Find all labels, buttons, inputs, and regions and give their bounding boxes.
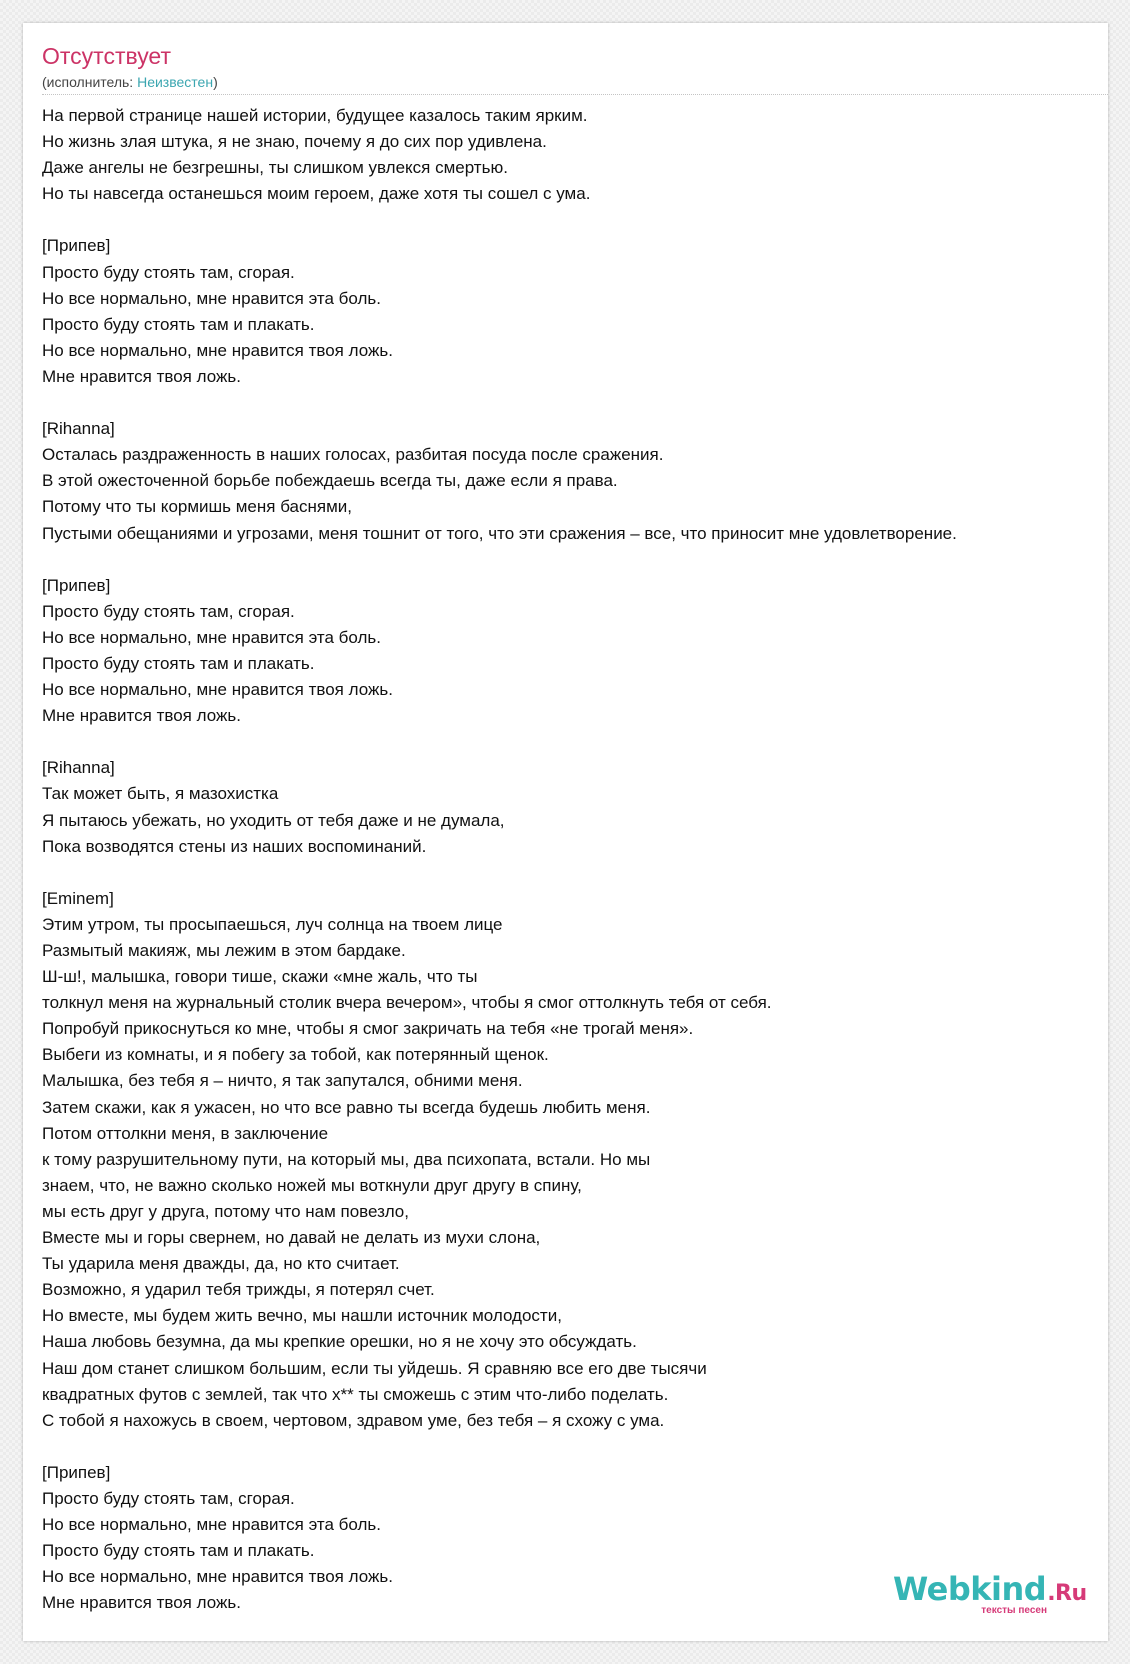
lyric-line: Но все нормально, мне нравится эта боль. <box>42 627 381 647</box>
artist-prefix: (исполнитель: <box>42 74 138 90</box>
lyric-line: Просто буду стоять там и плакать. <box>42 1541 315 1561</box>
lyric-line: Но все нормально, мне нравится твоя ложь. <box>42 340 393 360</box>
lyric-line: В этой ожесточенной борьбе побеждаешь всегда ты, даже если я права. <box>42 471 618 491</box>
lyric-line: мы есть друг у друга, потому что нам повезло, <box>42 1201 409 1221</box>
lyric-line: Но все нормально, мне нравится твоя ложь. <box>42 680 393 700</box>
site-logo[interactable] <box>893 1570 1087 1619</box>
section-label: [Eminem] <box>42 888 114 908</box>
logo-tagline: тексты песен <box>981 1605 1047 1616</box>
lyric-line: к тому разрушительному пути, на который мы, два психопата, встали. Но мы <box>42 1149 651 1169</box>
lyrics-text <box>42 103 957 1616</box>
stanza-gap <box>42 1434 957 1460</box>
lyric-line: Но все нормально, мне нравится твоя ложь. <box>42 1567 393 1587</box>
stanza-gap <box>42 547 957 573</box>
lyric-line: Малышка, без тебя я – ничто, я так запутался, обними меня. <box>42 1071 523 1091</box>
lyric-line: толкнул меня на журнальный столик вчера вечером», чтобы я смог оттолкнуть тебя от себя. <box>42 993 772 1013</box>
stanza-gap <box>42 729 957 755</box>
lyric-line: Но все нормально, мне нравится эта боль. <box>42 288 381 308</box>
lyric-line: Просто буду стоять там, сгорая. <box>42 1488 295 1508</box>
lyric-line: Даже ангелы не безгрешны, ты слишком увлекся смертью. <box>42 158 508 178</box>
lyric-line: Затем скажи, как я ужасен, но что все равно ты всегда будешь любить меня. <box>42 1097 651 1117</box>
lyric-line: На первой странице нашей истории, будущее казалось таким ярким. <box>42 106 588 125</box>
artist-line <box>42 73 218 91</box>
lyric-line: Пока возводятся стены из наших воспоминаний. <box>42 836 427 856</box>
lyric-line: Просто буду стоять там и плакать. <box>42 314 315 334</box>
lyric-line: Но ты навсегда останешься моим героем, даже хотя ты сошел с ума. <box>42 184 591 204</box>
lyric-line: Вместе мы и горы свернем, но давай не делать из мухи слона, <box>42 1228 541 1248</box>
lyric-line: Но вместе, мы будем жить вечно, мы нашли источник молодости, <box>42 1306 562 1326</box>
lyric-line: Размытый макияж, мы лежим в этом бардаке. <box>42 941 406 960</box>
section-label: [Rihanna] <box>42 419 115 439</box>
logo-main-text: Webkind <box>893 1570 1047 1608</box>
stanza-gap <box>42 390 957 416</box>
section-label: [Припев] <box>42 236 111 256</box>
lyric-line: Ш-ш!, малышка, говори тише, скажи «мне жаль, что ты <box>42 967 478 987</box>
lyric-line: Потом оттолкни меня, в заключение <box>42 1123 329 1143</box>
lyric-line: квадратных футов с землей, так что х** ты сможешь с этим что-либо поделать. <box>42 1384 669 1404</box>
lyric-line: Потому что ты кормишь меня баснями, <box>42 497 353 517</box>
lyric-line: Мне нравится твоя ложь. <box>42 366 241 386</box>
lyric-line: Я пытаюсь убежать, но уходить от тебя даже и не думала, <box>42 810 505 830</box>
artist-suffix: ) <box>213 74 218 90</box>
section-label: [Припев] <box>42 1462 111 1482</box>
lyric-line: знаем, что, не важно сколько ножей мы воткнули друг другу в спину, <box>42 1175 582 1195</box>
lyric-line: Просто буду стоять там, сгорая. <box>42 262 295 282</box>
stanza-gap <box>42 860 957 886</box>
logo-domain-text: .Ru <box>1047 1581 1087 1606</box>
lyric-line: Возможно, я ударил тебя трижды, я потерял счет. <box>42 1280 435 1300</box>
lyric-line: Выбеги из комнаты, и я побегу за тобой, как потерянный щенок. <box>42 1045 549 1065</box>
lyric-line: Пустыми обещаниями и угрозами, меня тошнит от того, что эти сражения – все, что приносит мне удовлетворение. <box>42 523 957 543</box>
artist-link[interactable]: Неизвестен <box>137 74 214 90</box>
lyric-line: Этим утром, ты просыпаешься, луч солнца на твоем лице <box>42 914 503 934</box>
lyric-line: Осталась раздраженность в наших голосах, разбитая посуда после сражения. <box>42 445 664 465</box>
lyric-line: Просто буду стоять там и плакать. <box>42 653 315 673</box>
lyric-line: Мне нравится твоя ложь. <box>42 706 241 726</box>
lyric-line: С тобой я нахожусь в своем, чертовом, здравом уме, без тебя – я схожу с ума. <box>42 1410 665 1430</box>
header-divider <box>42 94 1108 95</box>
section-label: [Rihanna] <box>42 758 115 778</box>
lyric-line: Но все нормально, мне нравится эта боль. <box>42 1515 381 1535</box>
lyric-line: Наш дом станет слишком большим, если ты уйдешь. Я сравняю все его две тысячи <box>42 1358 707 1378</box>
section-label: [Припев] <box>42 575 111 595</box>
lyric-line: Так может быть, я мазохистка <box>42 784 279 804</box>
lyric-line: Но жизнь злая штука, я не знаю, почему я до сих пор удивлена. <box>42 132 547 152</box>
lyric-line: Мне нравится твоя ложь. <box>42 1593 241 1613</box>
lyric-line: Наша любовь безумна, да мы крепкие орешки, но я не хочу это обсуждать. <box>42 1332 637 1352</box>
lyric-line: Попробуй прикоснуться ко мне, чтобы я смог закричать на тебя «не трогай меня». <box>42 1019 694 1039</box>
lyric-line: Ты ударила меня дважды, да, но кто считает. <box>42 1254 400 1274</box>
song-title: Отсутствует <box>42 43 171 69</box>
lyric-line: Просто буду стоять там, сгорая. <box>42 601 295 621</box>
lyrics-page <box>23 23 1108 1641</box>
stanza-gap <box>42 207 957 233</box>
